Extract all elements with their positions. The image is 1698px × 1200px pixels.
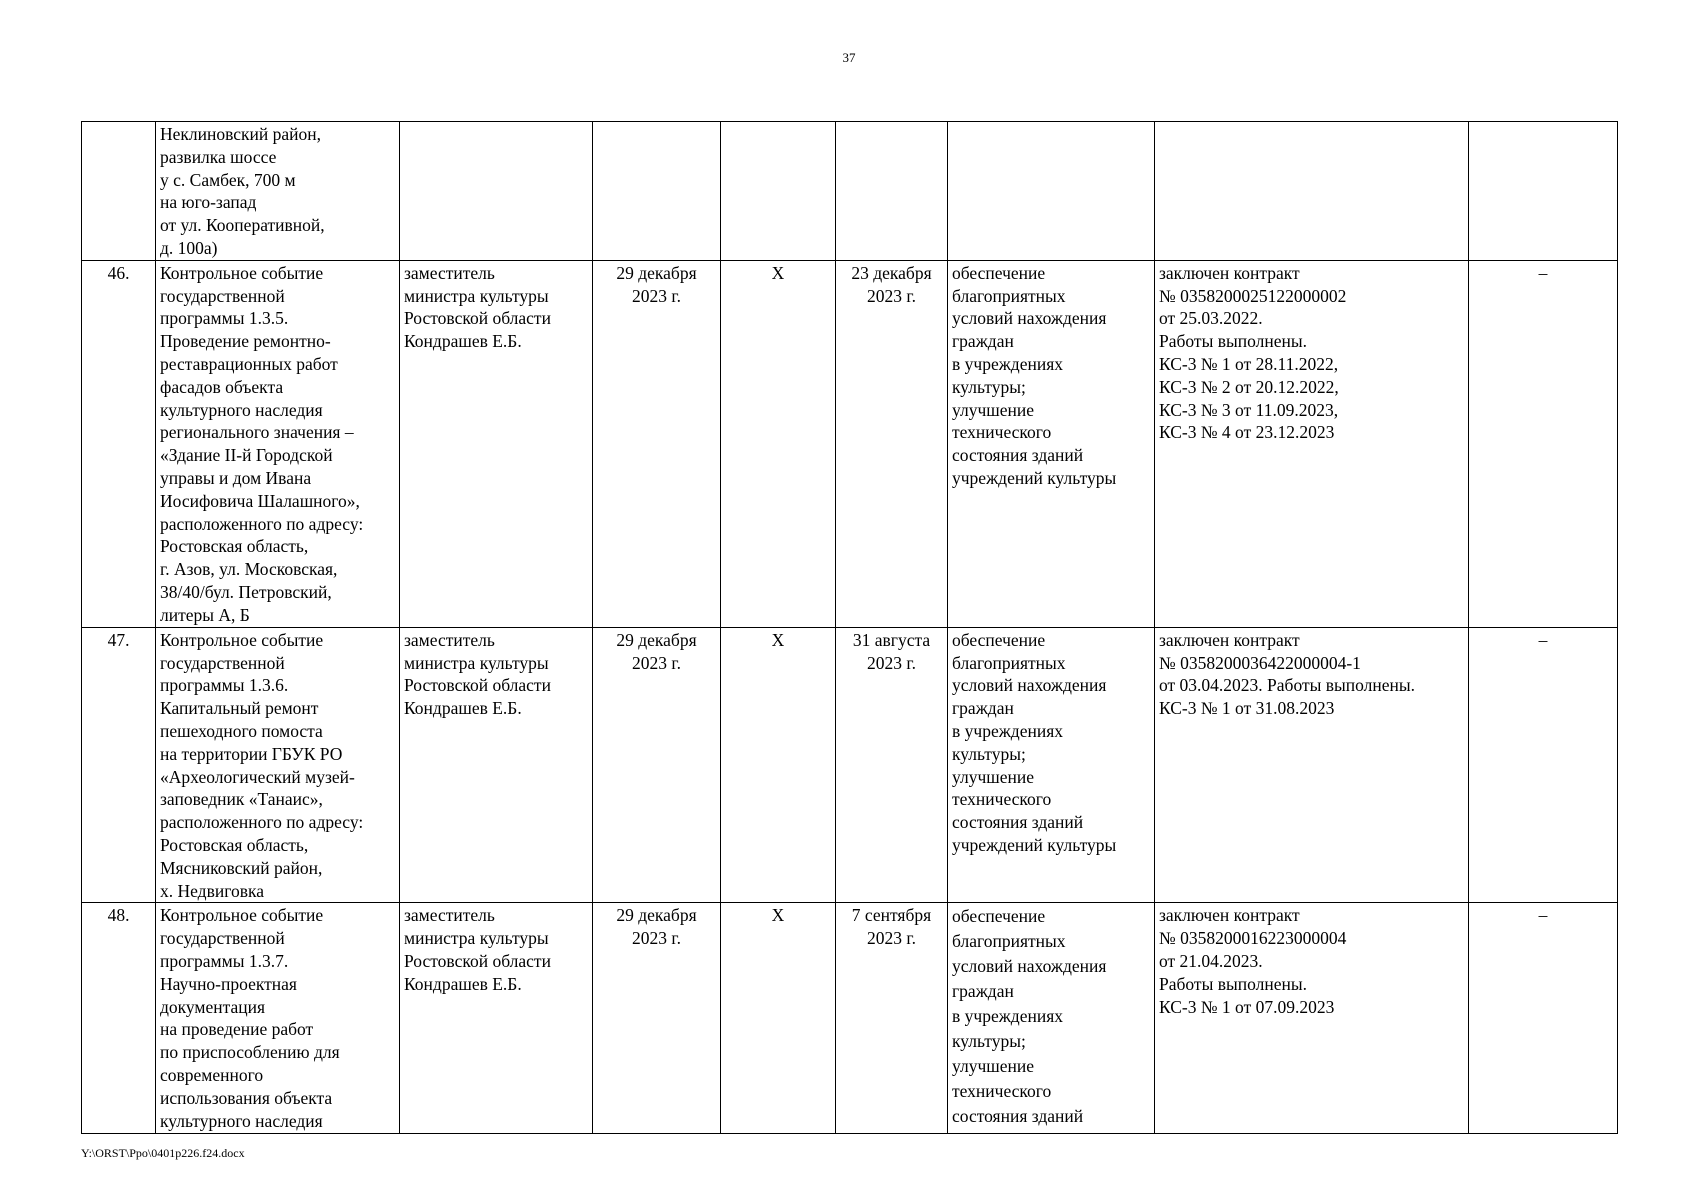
- cell-text-line: на проведение работ: [160, 1019, 314, 1040]
- cell-text-line: 29 декабря: [616, 905, 697, 926]
- cell-text-line: Ростовской области: [404, 950, 551, 971]
- mark-cell: [721, 260, 836, 627]
- cell-text-line: состояния зданий: [952, 812, 1084, 833]
- cell-text-line: граждан: [952, 331, 1014, 352]
- cell-text-line: расположенного по адресу:: [160, 513, 364, 534]
- cell-text: –: [1538, 262, 1548, 283]
- cell-text-line: учреждений культуры: [952, 467, 1117, 488]
- cell-text-line: благоприятных: [952, 285, 1066, 306]
- cell-text-line: КС-3 № 1 от 31.08.2023: [1159, 698, 1335, 719]
- note-cell: [1469, 903, 1618, 1134]
- event-name-cell: [156, 122, 400, 261]
- note-cell: [1469, 627, 1618, 903]
- cell-text-line: заключен контракт: [1159, 629, 1300, 650]
- cell-text-line: заключен контракт: [1159, 905, 1300, 926]
- cell-text-line: Работы выполнены.: [1159, 331, 1307, 352]
- cell-text-line: благоприятных: [952, 652, 1066, 673]
- fact-date-cell: [836, 260, 948, 627]
- cell-text-line: в учреждениях: [952, 353, 1063, 374]
- row-number-cell: [82, 627, 156, 903]
- cell-text-line: Кондрашев Е.Б.: [404, 698, 522, 719]
- cell-text-line: граждан: [952, 981, 1014, 1002]
- cell-text-line: 2023 г.: [867, 652, 916, 673]
- cell-text-line: 2023 г.: [867, 928, 916, 949]
- mark-cell: [721, 122, 836, 261]
- cell-text-line: КС-3 № 1 от 07.09.2023: [1159, 996, 1335, 1017]
- cell-text-line: граждан: [952, 698, 1014, 719]
- cell-text-line: от 03.04.2023. Работы выполнены.: [1159, 675, 1416, 696]
- page-number: 37: [842, 50, 856, 65]
- cell-text-line: фасадов объекта: [160, 376, 284, 397]
- cell-text-line: Капитальный ремонт: [160, 698, 319, 719]
- cell-text-line: культурного наследия: [160, 399, 323, 420]
- cell-text-line: от 25.03.2022.: [1159, 308, 1263, 329]
- cell-text-line: Кондрашев Е.Б.: [404, 331, 522, 352]
- fact-date-cell: [836, 903, 948, 1134]
- cell-text: 47.: [107, 629, 130, 650]
- cell-text: Х: [771, 905, 785, 926]
- cell-text-line: расположенного по адресу:: [160, 812, 364, 833]
- cell-text-line: министра культуры: [404, 928, 549, 949]
- cell-text-line: учреждений культуры: [952, 834, 1117, 855]
- table-row: [82, 260, 1618, 627]
- cell-text-line: регионального значения –: [160, 422, 354, 443]
- cell-text-line: Кондрашев Е.Б.: [404, 973, 522, 994]
- event-name-cell: [156, 627, 400, 903]
- mark-cell: [721, 627, 836, 903]
- cell-text-line: Иосифовича Шалашного»,: [160, 490, 360, 511]
- cell-text-line: программы 1.3.6.: [160, 675, 289, 696]
- cell-text: 46.: [107, 262, 130, 283]
- info-cell: [1155, 903, 1469, 1134]
- plan-date-cell: [593, 903, 721, 1134]
- responsible-cell: [400, 627, 593, 903]
- cell-text-line: управы и дом Ивана: [160, 467, 312, 488]
- cell-text: Х: [771, 262, 785, 283]
- cell-text: –: [1538, 629, 1548, 650]
- cell-text-line: культурного наследия: [160, 1110, 323, 1131]
- cell-text-line: государственной: [160, 285, 285, 306]
- cell-text-line: «Здание II-й Городской: [160, 445, 333, 466]
- cell-text-line: Мясниковский район,: [160, 857, 323, 878]
- row-number-cell: [82, 260, 156, 627]
- cell-text-line: от ул. Кооперативной,: [160, 215, 325, 236]
- cell-text-line: программы 1.3.7.: [160, 950, 289, 971]
- cell-text-line: улучшение: [952, 766, 1035, 787]
- plan-date-cell: [593, 627, 721, 903]
- cell-text-line: государственной: [160, 928, 285, 949]
- row-number-cell: [82, 903, 156, 1134]
- cell-text-line: современного: [160, 1064, 264, 1085]
- cell-text-line: реставрационных работ: [160, 353, 338, 374]
- event-name-cell: [156, 903, 400, 1134]
- cell-text-line: технического: [952, 1081, 1052, 1102]
- table-row: [82, 903, 1618, 1134]
- cell-text-line: в учреждениях: [952, 720, 1063, 741]
- cell-text-line: 2023 г.: [632, 928, 681, 949]
- responsible-cell: [400, 260, 593, 627]
- mark-cell: [721, 903, 836, 1134]
- cell-text-line: благоприятных: [952, 931, 1066, 952]
- cell-text-line: 38/40/бул. Петровский,: [160, 581, 332, 602]
- cell-text-line: КС-3 № 1 от 28.11.2022,: [1159, 353, 1339, 374]
- cell-text-line: культуры;: [952, 376, 1026, 397]
- cell-text-line: 23 декабря: [851, 262, 932, 283]
- cell-text-line: Научно-проектная: [160, 973, 297, 994]
- cell-text-line: «Археологический музей-: [160, 766, 355, 787]
- cell-text-line: 31 августа: [852, 629, 931, 650]
- cell-text-line: улучшение: [952, 399, 1035, 420]
- cell-text-line: условий нахождения: [952, 308, 1107, 329]
- cell-text-line: Работы выполнены.: [1159, 973, 1307, 994]
- cell-text-line: 2023 г.: [632, 652, 681, 673]
- result-cell: [948, 627, 1155, 903]
- cell-text-line: технического: [952, 789, 1052, 810]
- cell-text-line: министра культуры: [404, 652, 549, 673]
- table-row: [82, 122, 1618, 261]
- note-cell: [1469, 260, 1618, 627]
- cell-text-line: у с. Самбек, 700 м: [160, 169, 296, 190]
- cell-text-line: х. Недвиговка: [160, 880, 264, 901]
- cell-text-line: технического: [952, 422, 1052, 443]
- cell-text-line: КС-3 № 3 от 11.09.2023,: [1159, 399, 1339, 420]
- cell-text-line: культуры;: [952, 1031, 1026, 1052]
- result-cell: [948, 260, 1155, 627]
- cell-text-line: Проведение ремонтно-: [160, 331, 331, 352]
- cell-text-line: № 0358200025122000002: [1159, 285, 1347, 306]
- table-row: [82, 627, 1618, 903]
- cell-text-line: заместитель: [404, 905, 495, 926]
- event-name-cell: [156, 260, 400, 627]
- cell-text-line: № 0358200016223000004: [1159, 928, 1347, 949]
- cell-text-line: д. 100а): [160, 237, 218, 258]
- cell-text-line: 2023 г.: [632, 285, 681, 306]
- cell-text-line: 7 сентября: [851, 905, 932, 926]
- cell-text-line: культуры;: [952, 743, 1026, 764]
- responsible-cell: [400, 122, 593, 261]
- cell-text-line: развилка шоссе: [160, 146, 277, 167]
- cell-text-line: министра культуры: [404, 285, 549, 306]
- cell-text-line: Ростовской области: [404, 308, 551, 329]
- cell-text-line: 29 декабря: [616, 262, 697, 283]
- cell-text-line: Контрольное событие: [160, 262, 324, 283]
- cell-text-line: КС-3 № 2 от 20.12.2022,: [1159, 376, 1339, 397]
- cell-text: –: [1538, 905, 1548, 926]
- cell-text-line: обеспечение: [952, 262, 1046, 283]
- cell-text-line: № 0358200036422000004-1: [1159, 652, 1361, 673]
- fact-date-cell: [836, 122, 948, 261]
- cell-text-line: состояния зданий: [952, 1106, 1084, 1127]
- cell-text-line: заключен контракт: [1159, 262, 1300, 283]
- cell-text-line: в учреждениях: [952, 1006, 1063, 1027]
- responsible-cell: [400, 903, 593, 1134]
- cell-text-line: обеспечение: [952, 629, 1046, 650]
- info-cell: [1155, 260, 1469, 627]
- cell-text-line: 2023 г.: [867, 285, 916, 306]
- row-number-cell: [82, 122, 156, 261]
- plan-date-cell: [593, 260, 721, 627]
- cell-text-line: документация: [160, 996, 266, 1017]
- cell-text-line: 29 декабря: [616, 629, 697, 650]
- cell-text-line: от 21.04.2023.: [1159, 950, 1263, 971]
- cell-text-line: Неклиновский район,: [160, 124, 322, 144]
- cell-text-line: условий нахождения: [952, 956, 1107, 977]
- info-cell: [1155, 122, 1469, 261]
- fact-date-cell: [836, 627, 948, 903]
- cell-text-line: заповедник «Танаис»,: [160, 789, 323, 810]
- cell-text-line: состояния зданий: [952, 445, 1084, 466]
- cell-text: Х: [771, 629, 785, 650]
- cell-text-line: заместитель: [404, 629, 495, 650]
- cell-text-line: условий нахождения: [952, 675, 1107, 696]
- cell-text-line: Контрольное событие: [160, 905, 324, 926]
- cell-text-line: Контрольное событие: [160, 629, 324, 650]
- result-cell: [948, 903, 1155, 1134]
- cell-text-line: Ростовская область,: [160, 536, 309, 557]
- cell-text-line: Ростовской области: [404, 675, 551, 696]
- cell-text-line: государственной: [160, 652, 285, 673]
- cell-text-line: пешеходного помоста: [160, 720, 323, 741]
- cell-text-line: на территории ГБУК РО: [160, 743, 343, 764]
- cell-text-line: КС-3 № 4 от 23.12.2023: [1159, 422, 1335, 443]
- cell-text-line: Ростовская область,: [160, 834, 309, 855]
- footer-file-path: Y:\ORST\Ppo\0401p226.f24.docx: [81, 1146, 245, 1160]
- cell-text-line: использования объекта: [160, 1087, 333, 1108]
- cell-text-line: г. Азов, ул. Московская,: [160, 559, 338, 580]
- result-cell: [948, 122, 1155, 261]
- cell-text-line: на юго-запад: [160, 192, 257, 213]
- control-events-table: [81, 121, 1618, 1134]
- cell-text-line: заместитель: [404, 262, 495, 283]
- plan-date-cell: [593, 122, 721, 261]
- cell-text: 48.: [107, 905, 130, 926]
- cell-text-line: обеспечение: [952, 906, 1046, 927]
- info-cell: [1155, 627, 1469, 903]
- note-cell: [1469, 122, 1618, 261]
- cell-text-line: по приспособлению для: [160, 1042, 340, 1063]
- cell-text-line: программы 1.3.5.: [160, 308, 289, 329]
- cell-text-line: литеры А, Б: [160, 604, 250, 625]
- cell-text-line: улучшение: [952, 1056, 1035, 1077]
